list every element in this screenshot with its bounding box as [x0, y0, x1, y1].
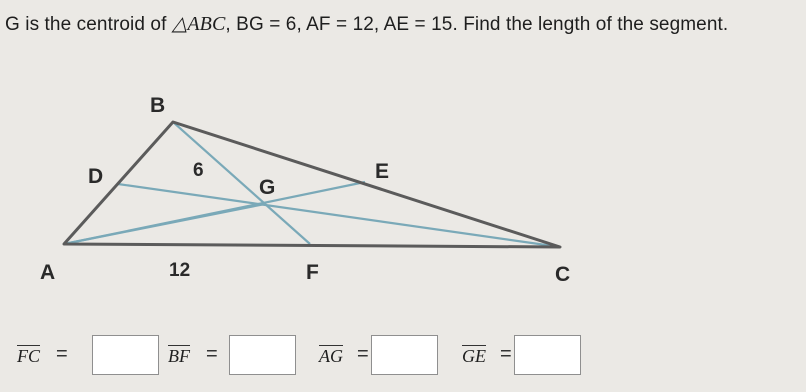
- medians: [64, 122, 560, 247]
- segment-label-fc: FC: [17, 346, 41, 366]
- equals-sign: =: [206, 343, 218, 365]
- answer-input-bf[interactable]: [229, 335, 296, 375]
- triangle-notation: △ABC: [171, 13, 226, 35]
- segment-label-ag: AG: [319, 346, 343, 366]
- point-label-c: C: [555, 263, 571, 286]
- point-label-e: E: [375, 160, 390, 183]
- point-label-f: F: [306, 261, 319, 284]
- equals-sign: =: [500, 343, 512, 365]
- length-label-bg: 6: [193, 160, 204, 181]
- point-label-b: B: [150, 94, 166, 117]
- segment-label-ge: GE: [462, 346, 486, 366]
- segment-label-bf: BF: [168, 346, 190, 366]
- answer-input-ag[interactable]: [371, 335, 438, 375]
- point-label-d: D: [88, 165, 104, 188]
- question-part-1: G is the centroid of: [5, 14, 172, 35]
- median-from-c: [118, 184, 560, 247]
- median-from-b: [173, 122, 310, 244]
- answer-input-fc[interactable]: [92, 335, 159, 375]
- point-label-g: G: [259, 176, 276, 199]
- answer-input-ge[interactable]: [514, 335, 581, 375]
- equals-sign: =: [357, 343, 369, 365]
- point-label-a: A: [40, 261, 56, 284]
- question-part-2: , BG = 6, AF = 12, AE = 15. Find the length of the segment.: [225, 14, 729, 35]
- equals-sign: =: [56, 343, 68, 365]
- length-label-af: 12: [169, 260, 191, 281]
